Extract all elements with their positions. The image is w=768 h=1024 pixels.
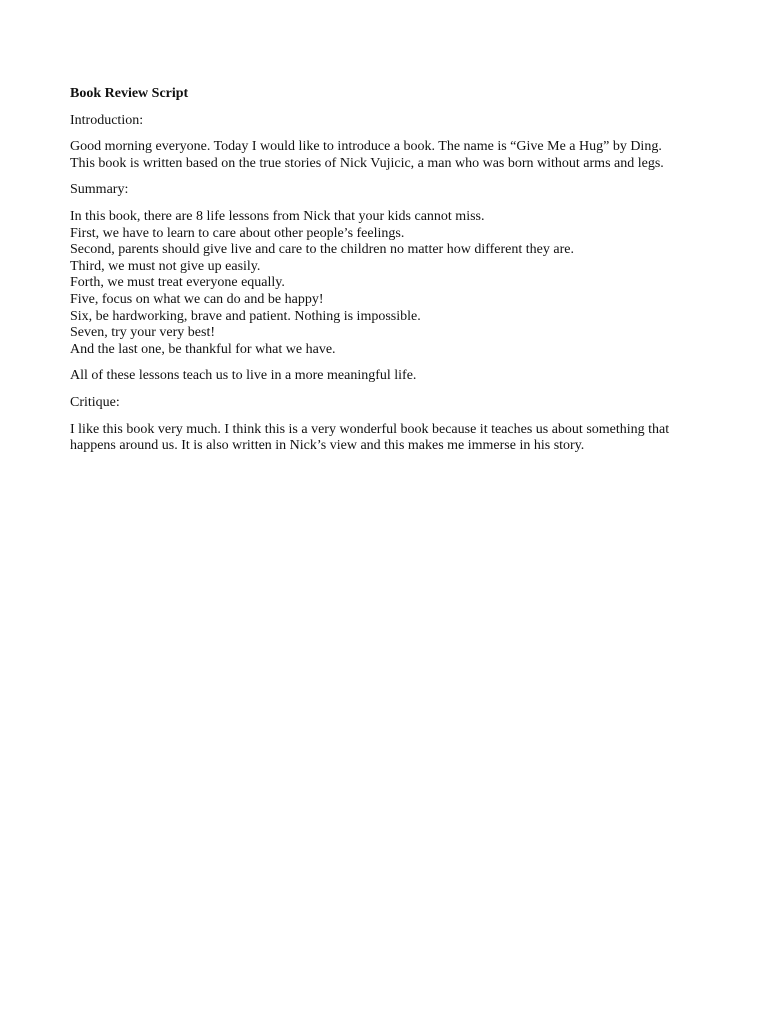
summary-heading: Summary:	[70, 182, 129, 198]
critique-heading: Critique:	[70, 394, 120, 410]
intro-paragraph	[70, 139, 710, 172]
critique-line: happens around us. It is also written in Nick’s view and this makes me immerse in his story.	[70, 438, 585, 454]
summary-paragraph	[70, 209, 710, 358]
summary-line: Six, be hardworking, brave and patient. Nothing is impossible.	[70, 308, 421, 324]
critique-line: I like this book very much. I think this is a very wonderful book because it teaches us about something that	[70, 421, 670, 437]
summary-line: Five, focus on what we can do and be happy!	[70, 291, 324, 307]
summary-line: And the last one, be thankful for what we have.	[70, 341, 336, 357]
summary-line: Seven, try your very best!	[70, 325, 216, 341]
summary-line: Third, we must not give up easily.	[70, 258, 261, 274]
summary-line: Forth, we must treat everyone equally.	[70, 275, 285, 291]
summary-conclusion: All of these lessons teach us to live in a more meaningful life.	[70, 368, 417, 384]
document-title: Book Review Script	[70, 86, 189, 101]
intro-line: Good morning everyone. Today I would like to introduce a book. The name is “Give Me a Hug” by Ding.	[70, 139, 662, 155]
summary-line: Second, parents should give live and care to the children no matter how different they are.	[70, 242, 574, 258]
intro-heading: Introduction:	[70, 112, 144, 128]
intro-line: This book is written based on the true stories of Nick Vujicic, a man who was born without arms and legs.	[70, 155, 664, 171]
summary-line: In this book, there are 8 life lessons from Nick that your kids cannot miss.	[70, 208, 485, 224]
summary-line: First, we have to learn to care about other people’s feelings.	[70, 225, 405, 241]
critique-paragraph	[70, 422, 710, 455]
document-page	[70, 86, 710, 465]
